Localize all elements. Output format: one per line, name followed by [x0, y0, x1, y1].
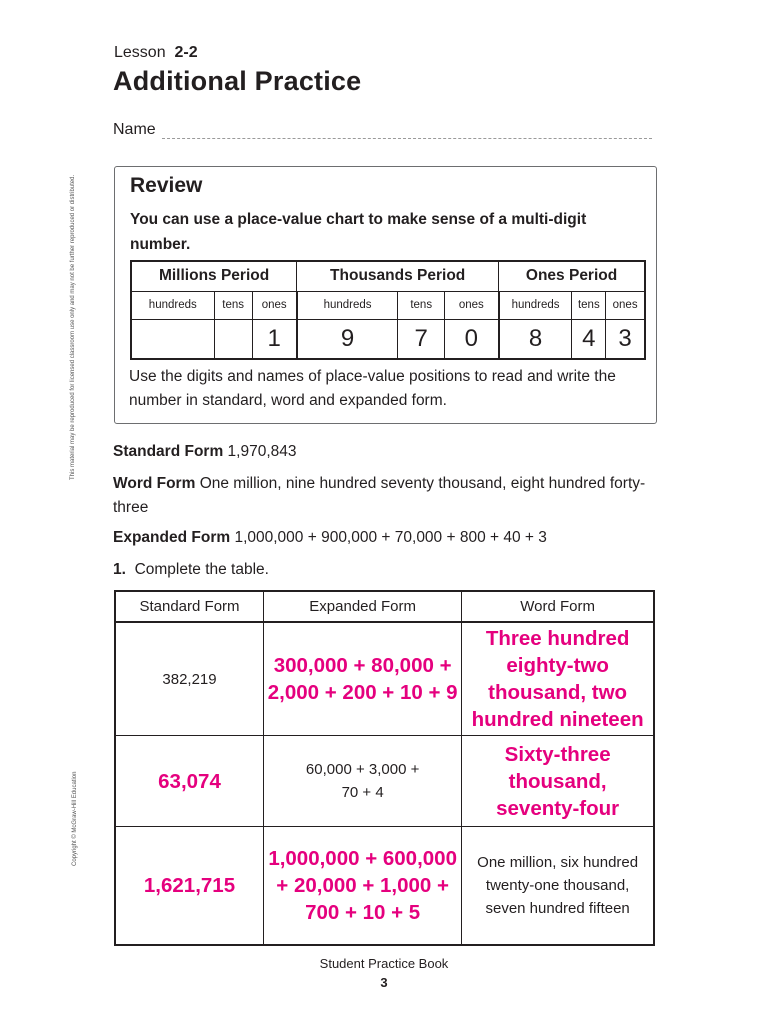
- column-header-standard: Standard Form: [115, 591, 264, 622]
- name-row: [113, 121, 652, 139]
- place-header: tens: [398, 291, 445, 319]
- digit-cell: 4: [572, 319, 606, 359]
- name-field[interactable]: [162, 121, 652, 139]
- digit-cell: [131, 319, 214, 359]
- digit-cell: 3: [606, 319, 645, 359]
- table-row: [115, 827, 654, 945]
- column-header-word: Word Form: [462, 591, 654, 622]
- expanded-form-value: 1,000,000 + 900,000 + 70,000 + 800 + 40 + 3: [234, 529, 547, 546]
- place-value-chart: [130, 260, 646, 360]
- review-intro: You can use a place-value chart to make sense of a multi-digit number.: [130, 211, 587, 253]
- word-form-cell: One million, six hundred twenty-one thousand, seven hundred fifteen: [462, 827, 654, 945]
- page-title: Additional Practice: [113, 66, 362, 96]
- digit-cell: 1: [252, 319, 296, 359]
- place-header: ones: [606, 291, 645, 319]
- task-instruction: Complete the table.: [134, 561, 269, 578]
- expanded-form-cell: 60,000 + 3,000 + 70 + 4: [264, 736, 462, 827]
- review-instructions: Use the digits and names of place-value positions to read and write the number in standard, word and expanded form.: [129, 368, 616, 409]
- lesson-number: 2-2: [174, 44, 198, 61]
- digit-cell: 8: [499, 319, 572, 359]
- period-millions: Millions Period: [131, 261, 297, 291]
- standard-form-answer[interactable]: 1,621,715: [115, 827, 264, 945]
- lesson-word: Lesson: [114, 44, 166, 61]
- task-number: 1.: [113, 561, 126, 578]
- place-header: hundreds: [499, 291, 572, 319]
- practice-table: [114, 590, 655, 946]
- word-form-example: [113, 472, 653, 520]
- expanded-form-label: Expanded Form: [113, 529, 231, 546]
- place-header: ones: [445, 291, 499, 319]
- expanded-form-example: [113, 526, 653, 550]
- period-ones: Ones Period: [499, 261, 645, 291]
- word-form-answer[interactable]: Sixty-three thousand, seventy-four: [462, 736, 654, 827]
- word-form-label: Word Form: [113, 475, 196, 492]
- footer-book-title: Student Practice Book: [319, 956, 449, 971]
- column-header-expanded: Expanded Form: [264, 591, 462, 622]
- review-title: Review: [130, 174, 203, 197]
- copyright-notice: This material may be reproduced for licensed classroom use only and may not be further reproduced or distributed.: [70, 174, 76, 480]
- standard-form-cell: 382,219: [115, 622, 264, 736]
- lesson-label: [114, 44, 198, 62]
- word-form-answer[interactable]: Three hundred eighty-two thousand, two hundred nineteen: [462, 622, 654, 736]
- place-header: ones: [252, 291, 296, 319]
- digit-cell: 0: [445, 319, 499, 359]
- place-header: hundreds: [131, 291, 214, 319]
- review-box: [114, 166, 657, 424]
- word-form-value: One million, nine hundred seventy thousand, eight hundred forty-three: [113, 475, 646, 516]
- digit-cell: 7: [398, 319, 445, 359]
- standard-form-example: [113, 440, 653, 464]
- table-row: [115, 622, 654, 736]
- page-number: 3: [380, 975, 388, 990]
- place-header: tens: [572, 291, 606, 319]
- copyright-owner: Copyright © McGraw-Hill Education: [72, 771, 78, 866]
- period-thousands: Thousands Period: [297, 261, 499, 291]
- expanded-form-answer[interactable]: 300,000 + 80,000 + 2,000 + 200 + 10 + 9: [264, 622, 462, 736]
- task-1: [113, 558, 653, 582]
- table-row: [115, 736, 654, 827]
- place-header: hundreds: [297, 291, 398, 319]
- place-header: tens: [214, 291, 252, 319]
- standard-form-label: Standard Form: [113, 443, 224, 460]
- standard-form-value: 1,970,843: [227, 443, 297, 460]
- expanded-form-answer[interactable]: 1,000,000 + 600,000 + 20,000 + 1,000 + 700 + 10 + 5: [264, 827, 462, 945]
- digit-cell: [214, 319, 252, 359]
- digit-cell: 9: [297, 319, 398, 359]
- standard-form-answer[interactable]: 63,074: [115, 736, 264, 827]
- name-label: Name: [113, 121, 156, 138]
